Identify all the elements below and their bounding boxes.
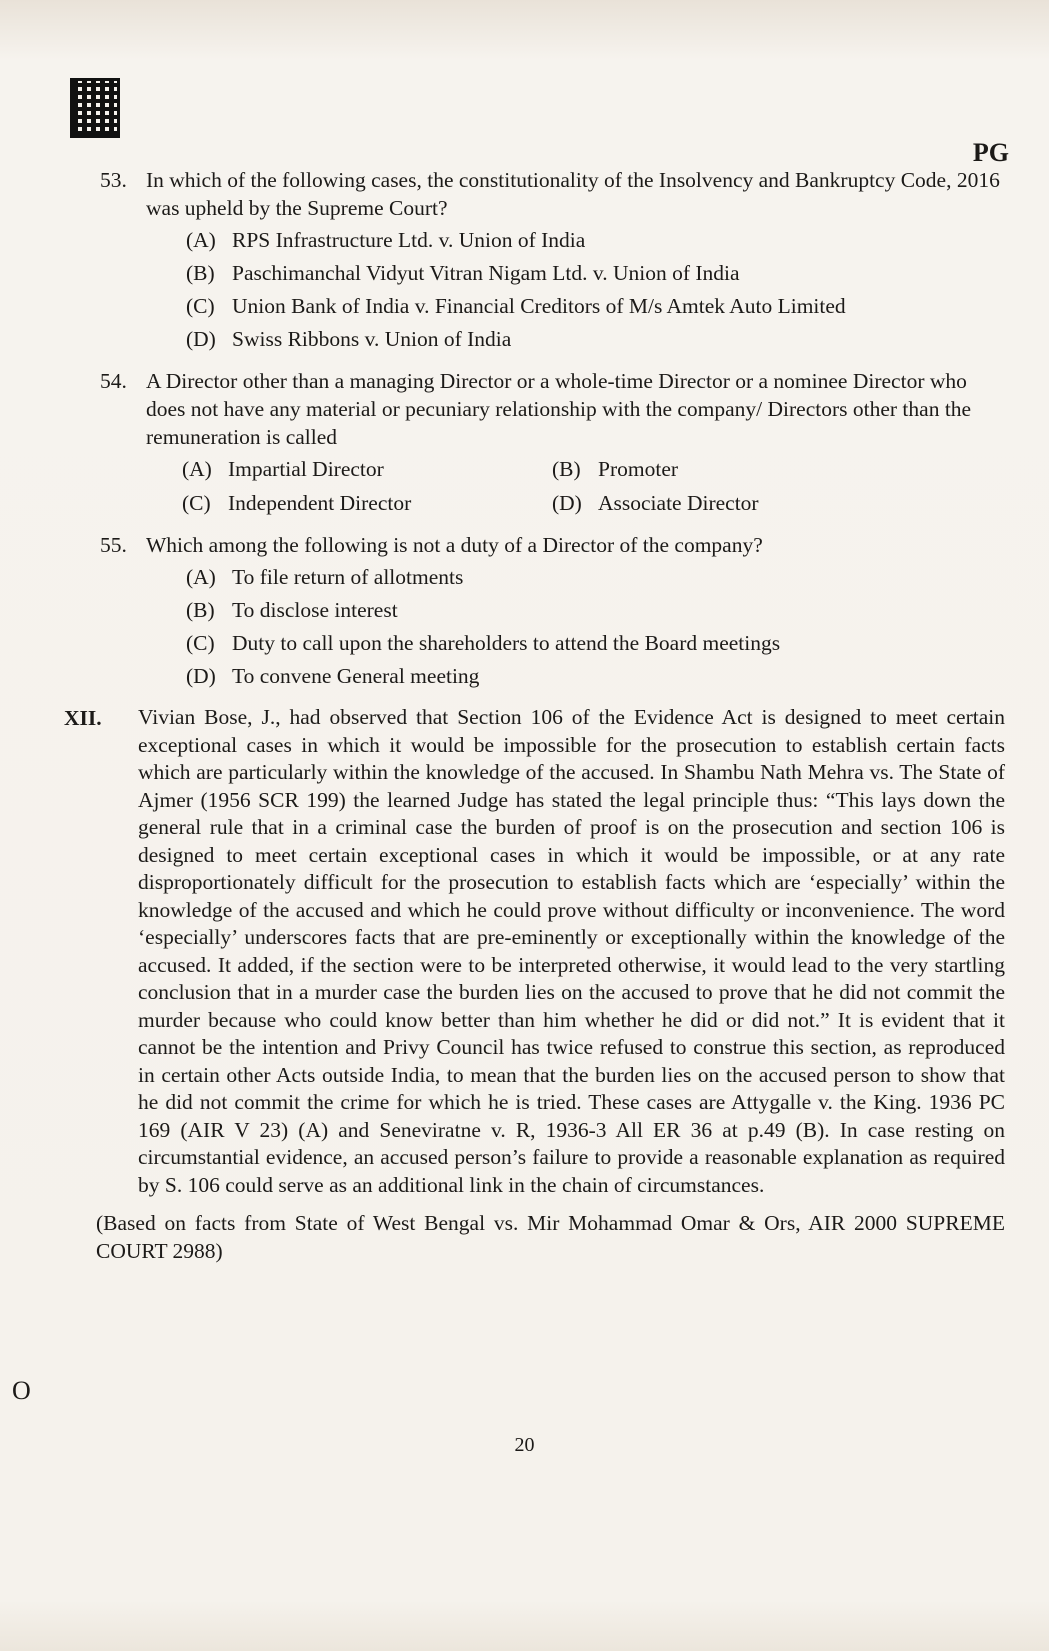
question-number: 54. xyxy=(100,369,127,393)
option-d xyxy=(186,662,1005,690)
option-text: Promoter xyxy=(598,457,679,481)
question-text: A Director other than a managing Director or a whole-time Director or a nominee Director who does not have any material or pecuniary relationship with the company/ Directors other than the remuneration is called xyxy=(146,369,972,449)
option-text: Duty to call upon the shareholders to attend the Board meetings xyxy=(232,631,781,655)
question-54 xyxy=(100,367,1005,517)
barcode-icon xyxy=(70,78,120,138)
option-text: To convene General meeting xyxy=(232,664,480,688)
options-grid xyxy=(182,455,1005,517)
question-number: 55. xyxy=(100,533,127,557)
option-text: Paschimanchal Vidyut Vitran Nigam Ltd. v. Union of India xyxy=(232,261,740,285)
option-label: (A) xyxy=(186,228,216,252)
passage-number: XII. xyxy=(64,706,102,730)
option-text: Impartial Director xyxy=(228,457,384,481)
margin-mark: O xyxy=(12,1376,31,1405)
option-a xyxy=(182,455,552,483)
option-text: Union Bank of India v. Financial Creditors of M/s Amtek Auto Limited xyxy=(232,294,846,318)
page-number: 20 xyxy=(514,1434,535,1456)
option-b xyxy=(186,259,1005,287)
page-content xyxy=(64,166,1005,1265)
option-label: (B) xyxy=(186,261,215,285)
question-text: In which of the following cases, the constitutionality of the Insolvency and Bankruptcy Code, 2016 was upheld by the Supreme Court? xyxy=(146,168,1000,220)
passage-xii xyxy=(64,704,1005,1199)
option-label: (C) xyxy=(182,491,211,515)
option-b xyxy=(552,455,1005,483)
option-text: RPS Infrastructure Ltd. v. Union of India xyxy=(232,228,586,252)
option-label: (B) xyxy=(552,457,581,481)
option-text: Associate Director xyxy=(598,491,759,515)
option-label: (B) xyxy=(186,598,215,622)
question-number: 53. xyxy=(100,168,127,192)
option-label: (A) xyxy=(182,457,212,481)
option-label: (D) xyxy=(186,664,216,688)
question-53 xyxy=(100,166,1005,353)
option-c xyxy=(182,489,552,517)
option-d xyxy=(186,325,1005,353)
option-b xyxy=(186,596,1005,624)
question-text: Which among the following is not a duty of a Director of the company? xyxy=(146,533,763,557)
paper-code: PG xyxy=(972,138,1009,167)
option-text: To file return of allotments xyxy=(232,565,464,589)
options-list xyxy=(186,226,1005,353)
option-text: To disclose interest xyxy=(232,598,398,622)
option-c xyxy=(186,292,1005,320)
option-label: (C) xyxy=(186,631,215,655)
option-label: (D) xyxy=(552,491,582,515)
option-text: Independent Director xyxy=(228,491,412,515)
option-label: (D) xyxy=(186,327,216,351)
options-list xyxy=(186,563,1005,690)
option-a xyxy=(186,226,1005,254)
option-label: (C) xyxy=(186,294,215,318)
passage-source: (Based on facts from State of West Bengal vs. Mir Mohammad Omar & Ors, AIR 2000 SUPREME COURT 2988) xyxy=(96,1211,1005,1263)
option-a xyxy=(186,563,1005,591)
option-label: (A) xyxy=(186,565,216,589)
option-d xyxy=(552,489,1005,517)
question-55 xyxy=(100,531,1005,690)
option-text: Swiss Ribbons v. Union of India xyxy=(232,327,512,351)
option-c xyxy=(186,629,1005,657)
passage-text: Vivian Bose, J., had observed that Section 106 of the Evidence Act is designed to meet certain exceptional cases in which it would be impossible for the prosecution to establish certain facts which are particularly within the knowledge of the accused. In Shambu Nath Mehra vs. The State of Ajmer (1956 SCR 199) the learned Judge has stated the legal principle thus: “This lays down the general rule that in a criminal case the burden of proof is on the prosecution and section 106 is designed to meet certain exceptional cases in which it would be impossible, or at any rate disproportionately difficult for the prosecution to establish facts which are ‘especially’ within the knowledge of the accused and which he could prove without difficulty or inconvenience. The word ‘especially’ underscores facts that are pre-eminently or exceptionally within the knowledge of the accused. It added, if the section were to be interpreted otherwise, it would lead to the very startling conclusion that in a murder case the burden lies on the accused to prove that he did not commit the murder because who could know better than him whether he did or did not.” It is evident that it cannot be the intention and Privy Council has twice refused to construe this section, as reproduced in certain other Acts outside India, to mean that the burden lies on the accused person to show that he did not commit the crime for which he is tried. These cases are Attygalle v. the King. 1936 PC 169 (AIR V 23) (A) and Seneviratne v. R, 1936-3 All ER 36 at p.49 (B). In case resting on circumstantial evidence, an accused person’s failure to provide a reasonable explanation as required by S. 106 could serve as an additional link in the chain of circumstances. xyxy=(138,705,1005,1197)
